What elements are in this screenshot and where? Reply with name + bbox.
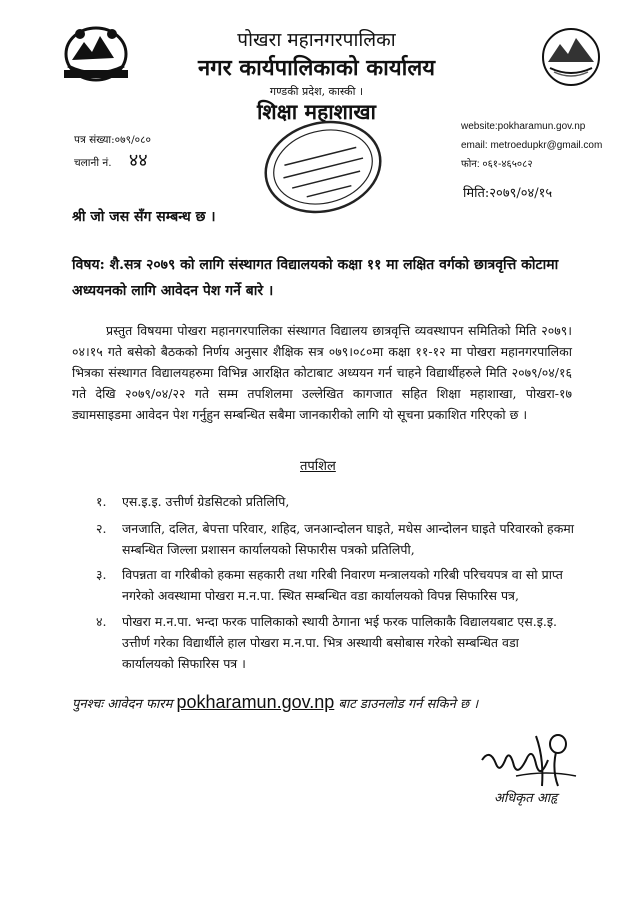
list-item-number: ४. (96, 614, 107, 629)
signature-icon (476, 730, 586, 792)
postscript (72, 692, 478, 713)
office-location: गण्डकी प्रदेश, कास्की । (269, 85, 364, 98)
body-paragraph: प्रस्तुत विषयमा पोखरा महानगरपालिका संस्थागत विद्यालय छात्रवृत्ति व्यवस्थापन समितिको मिति २०७९।०४।१५ गते बसेको बैठकको निर्णय अनुसार शैक्षिक सत्र ०७९।०८०मा कक्षा ११-१२ मा पोखरा महानगरपालिका भित्रका संस्थागत विद्यालयहरुमा विभिन्न आरक्षित कोटाबाट अध्ययन गर्न चाहने विद्यार्थीहरुले मिति २०७९/०४/१६ गते देखि २०७९/०४/२२ गते सम्म तपशिलमा उल्लेखित कागजात सहित शिक्षा महाशाखा, पोखरा-१७ ड्यामसाइडमा आवेदन पेश गर्नुहुन सम्बन्धित सबैमा जानकारीको लागि यो सूचना प्रकाशित गरिएको छ । (72, 323, 572, 422)
phone-text: फोन: ०६१-४६५०८२ (461, 159, 533, 170)
official-stamp-icon (256, 108, 390, 226)
list-item-number: १. (96, 494, 107, 509)
municipality-name: पोखरा महानगरपालिका (237, 29, 396, 51)
dispatch-number-row (74, 148, 148, 172)
letter-number: पत्र संख्या:०७९/०८० (74, 134, 151, 146)
dispatch-number: ४४ (128, 150, 148, 171)
list-item-text: विपन्नता वा गरिबीको हकमा सहकारी तथा गरिबी निवारण मन्त्रालयको गरिबी परिचयपत्र वा सो प्राप्त नगरेको अवस्थामा पोखरा म.न.पा. स्थित सम्बन्धित वडा कार्यालयको विपन्न सिफारिस पत्र, (122, 567, 563, 603)
subject-line: विषय: शै.सत्र २०७९ को लागि संस्थागत विद्यालयको कक्षा ११ मा लक्षित वर्गको छात्रवृत्ति कोटामा अध्ययनको लागि आवेदन पेश गर्ने बारे । (72, 257, 559, 299)
website-link[interactable]: pokharamun.gov.np (176, 692, 335, 712)
website-text: website:pokharamun.gov.np (461, 121, 586, 132)
list-item (96, 518, 574, 560)
list-item-text: एस.इ.इ. उत्तीर्ण ग्रेडसिटको प्रतिलिपि, (122, 494, 290, 509)
list-item-text: जनजाति, दलित, बेपत्ता परिवार, शहिद, जनआन्दोलन घाइते, मधेस आन्दोलन घाइते परिवारको हकमा सम्बन्धित जिल्ला प्रशासन कार्यालयको सिफारीस पत्रको प्रतिलिपी, (122, 521, 575, 557)
list-item-number: ३. (96, 567, 107, 582)
signatory-title: अधिकृत आहृ (494, 791, 558, 806)
salutation: श्री जो जस सँग सम्बन्ध छ । (72, 209, 216, 225)
list-item-number: २. (96, 521, 107, 536)
list-title: तपशिल (300, 459, 336, 474)
postscript-suffix: बाट डाउनलोड गर्न सकिने छ । (334, 697, 479, 712)
dispatch-label: चलानी नं. (74, 157, 112, 169)
list-item-text: पोखरा म.न.पा. भन्दा फरक पालिकाको स्थायी ठेगाना भई फरक पालिकाकै विद्यालयबाट एस.इ.इ. उत्तीर्ण गरेका विद्यार्थीले हाल पोखरा म.न.पा. भित्र अस्थायी बसोबास गरेको सम्बन्धित वडा कार्यालयको सिफारिस पत्र । (122, 614, 557, 671)
section-name: शिक्षा महाशाखा (256, 99, 376, 124)
list-item (96, 491, 574, 512)
letter-date: मिति:२०७९/०४/१५ (463, 186, 553, 201)
list-item (96, 564, 574, 606)
email-text: email: metroedupkr@gmail.com (461, 140, 603, 151)
postscript-prefix: पुनश्चः आवेदन फारम (72, 697, 177, 712)
office-name: नगर कार्यपालिकाको कार्यालय (198, 55, 435, 81)
list-item (96, 611, 574, 674)
